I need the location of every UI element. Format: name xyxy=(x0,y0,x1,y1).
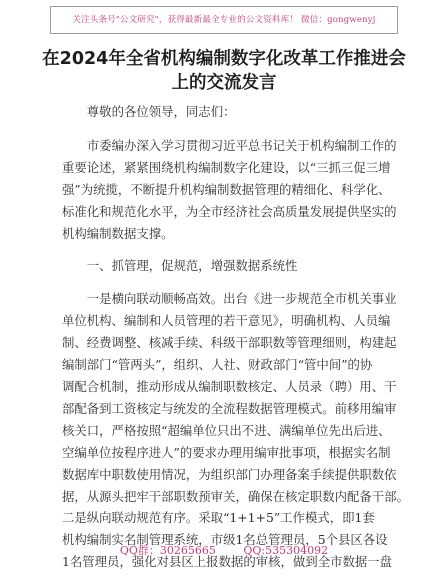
paragraph-line: 核关口，严格按照“超编单位只出不进、满编单位先出后进、 xyxy=(62,422,391,438)
top-banner: 关注头条号"公文研究"，获得最新最全专业的公文资料库！ 微信：gongwenyj xyxy=(50,6,398,34)
footer xyxy=(0,543,448,559)
paragraph-line: 据，从源头把牢干部职数预审关，确保在核定职数内配备干部。 xyxy=(62,488,409,504)
paragraph-2 xyxy=(62,288,409,573)
paragraph-1 xyxy=(62,135,397,245)
section-heading-1: 一、抓管理，促规范，增强数据系统性 xyxy=(86,258,298,274)
paragraph-line: 1名管理员，强化对县区上报数据的审核，做到全市数据一盘 xyxy=(62,554,393,570)
paragraph-line: 数据库中职数使用情况，为组织部门办理备案手续提供职数依 xyxy=(62,466,397,482)
paragraph-line: 部配备到工资核定与统发的全流程数据管理模式。前移用编审 xyxy=(62,400,397,416)
paragraph-line: 市委编办深入学习贯彻习近平总书记关于机构编制工作的 xyxy=(86,137,397,153)
paragraph-line: 制、经费调整、核减手续、科级干部职数等管理细则，构建起 xyxy=(62,335,397,351)
paragraph-line: 二是纵向联动规范有序。采取“1+1+5”工作模式，即1套 xyxy=(62,510,375,526)
footer-qq-group: QQ群：30265665 xyxy=(119,544,216,557)
footer-qq: QQ:535304092 xyxy=(243,544,329,557)
paragraph-line: 机构编制数据支撑。 xyxy=(62,225,174,241)
paragraph-line: 强”为统揽，不断提升机构编制数据管理的精细化、科学化、 xyxy=(62,181,391,197)
paragraph-line: 一是横向联动顺畅高效。出台《进一步规范全市机关事业 xyxy=(86,291,397,307)
document-body xyxy=(62,101,409,573)
title-line-2: 上的交流发言 xyxy=(171,73,277,93)
paragraph-line: 编制部门“管两头”，组织、人社、财政部门“管中间”的协 xyxy=(62,357,373,373)
paragraph-line: 机构编制实名制管理系统，市级1名总管理员，5个县区各设 xyxy=(62,532,388,548)
paragraph-line: 重要论述，紧紧围绕机构编制数字化建设，以“三抓三促三增 xyxy=(62,159,391,175)
paragraph-line: 标准化和规范化水平，为全市经济社会高质量发展提供坚实的 xyxy=(62,203,397,219)
document-title xyxy=(0,47,448,95)
paragraph-line: 单位机构、编制和人员管理的若干意见》，明确机构、人员编 xyxy=(62,313,391,329)
paragraph-line: 调配合机制，推动形成从编制职数核定、人员录（聘）用、干 xyxy=(62,378,397,394)
paragraph-line: 空编单位按程序进人”的要求办理用编审批事项，根据实名制 xyxy=(62,444,391,460)
title-line-1: 在2024年全省机构编制数字化改革工作推进会 xyxy=(42,49,406,69)
greeting: 尊敬的各位领导，同志们： xyxy=(86,104,236,119)
